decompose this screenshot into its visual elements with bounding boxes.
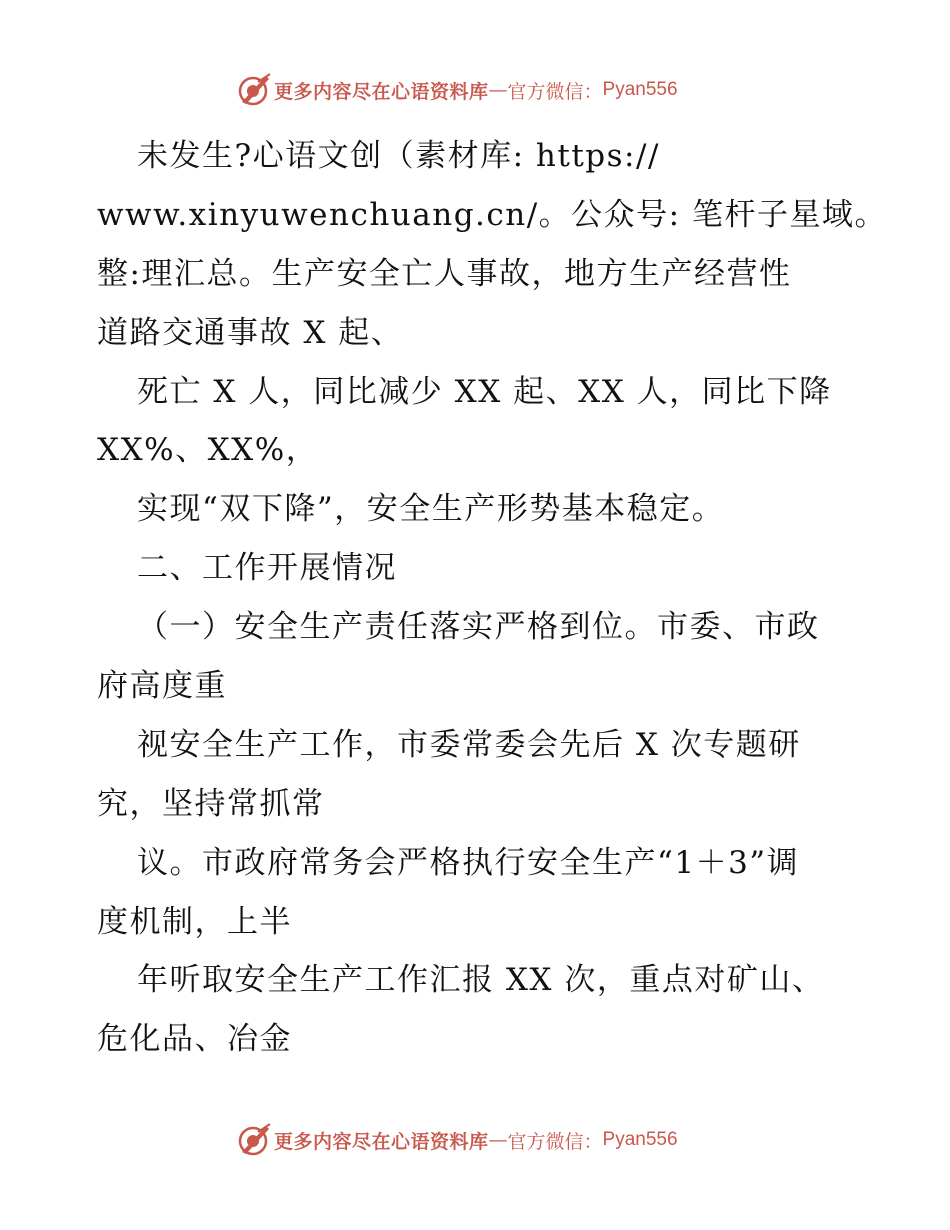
document-body	[97, 127, 887, 1069]
banner-main-text: 更多内容尽在心语资料库	[274, 80, 489, 103]
text-line: 视安全生产工作，市委常委会先后 X 次专题研	[137, 726, 801, 763]
quill-logo-icon	[236, 1122, 272, 1158]
text-line: 度机制，上半	[97, 903, 292, 940]
banner-sub-text: 官方微信：	[507, 1130, 603, 1153]
banner-wechat-id: Pyan556	[602, 79, 678, 100]
subsection-heading: （一）安全生产责任落实严格到位。市委、市政	[137, 609, 820, 646]
text-line: 道路交通事故 X 起、	[97, 314, 404, 351]
text-line: www.xinyuwenchuang.cn/。公众号: 笔杆子星域。	[97, 196, 887, 233]
footer-banner	[236, 1120, 678, 1160]
banner-wechat-id: Pyan556	[602, 1129, 678, 1150]
banner-dash: —	[488, 79, 508, 101]
header-banner	[236, 70, 678, 110]
text-line: 实现“双下降”，安全生产形势基本稳定。	[137, 491, 725, 528]
banner-main-text: 更多内容尽在心语资料库	[274, 1130, 489, 1153]
section-heading: 二、工作开展情况	[137, 550, 397, 587]
text-line: XX%、XX%，	[97, 432, 319, 469]
text-line: 整:理汇总。生产安全亡人事故，地方生产经营性	[97, 255, 792, 292]
text-line: 府高度重	[97, 668, 227, 705]
text-line: 议。市政府常务会严格执行安全生产“1＋3”调	[137, 844, 800, 881]
banner-dash: —	[488, 1129, 508, 1151]
text-line: 年听取安全生产工作汇报 XX 次，重点对矿山、	[137, 962, 825, 999]
banner-sub-text: 官方微信：	[507, 80, 603, 103]
quill-logo-icon	[236, 72, 272, 108]
text-line: 未发生?心语文创（素材库: https://	[137, 138, 660, 174]
text-line: 危化品、冶金	[97, 1021, 292, 1058]
text-line: 死亡 X 人，同比减少 XX 起、XX 人，同比下降	[137, 373, 832, 410]
text-line: 究，坚持常抓常	[97, 785, 325, 822]
